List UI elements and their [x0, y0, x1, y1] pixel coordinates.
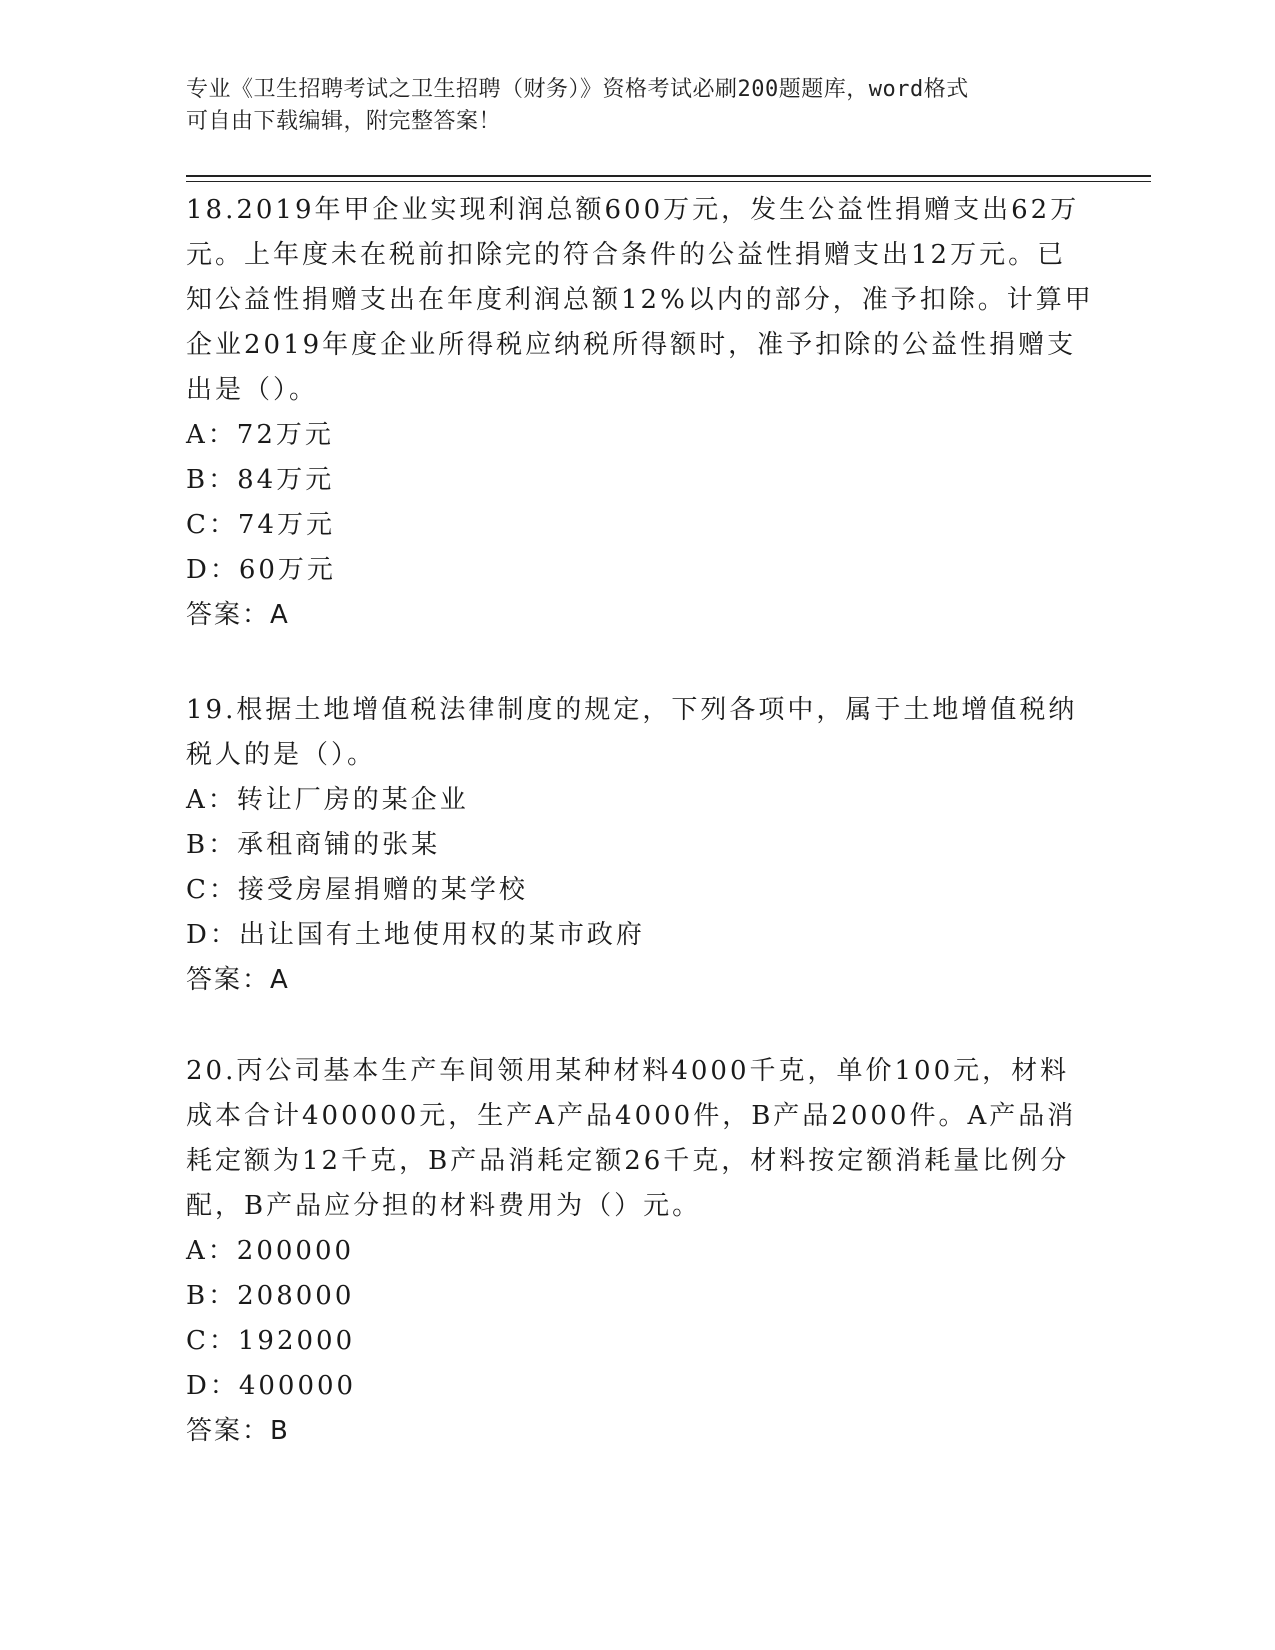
question-stem-line: 耗定额为12千克，B产品消耗定额26千克，材料按定额消耗量比例分: [186, 1146, 1070, 1176]
question-20: [186, 1049, 1077, 1454]
answer-line: 答案：A: [186, 600, 290, 630]
option-a: A：200000: [186, 1236, 355, 1266]
answer-line: 答案：A: [186, 965, 290, 995]
question-18: [186, 188, 1094, 638]
option-c: C：192000: [186, 1326, 356, 1356]
option-c: C：接受房屋捐赠的某学校: [186, 875, 528, 905]
question-stem-line: 税人的是（）。: [186, 740, 377, 770]
question-19: [186, 688, 1078, 1003]
option-b: B：承租商铺的张某: [186, 830, 441, 860]
option-b: B：208000: [186, 1281, 355, 1311]
question-stem-line: 元。上年度未在税前扣除完的符合条件的公益性捐赠支出12万元。已: [186, 240, 1067, 270]
header-line-2: 可自由下载编辑，附完整答案！: [186, 109, 502, 134]
question-stem-line: 19.根据土地增值税法律制度的规定，下列各项中，属于土地增值税纳: [186, 695, 1078, 725]
option-a: A：转让厂房的某企业: [186, 785, 469, 815]
question-stem-line: 配，B产品应分担的材料费用为（）元。: [186, 1191, 702, 1221]
option-d: D：出让国有土地使用权的某市政府: [186, 920, 645, 950]
option-b: B：84万元: [186, 465, 335, 495]
option-a: A：72万元: [186, 420, 334, 450]
question-stem-line: 出是（）。: [186, 375, 319, 405]
document-header: [186, 74, 1066, 138]
question-stem-line: 20.丙公司基本生产车间领用某种材料4000千克，单价100元，材料: [186, 1056, 1070, 1086]
question-stem-line: 18.2019年甲企业实现利润总额600万元，发生公益性捐赠支出62万: [186, 195, 1080, 225]
header-divider-thin: [186, 181, 1151, 182]
header-line-1: 专业《卫生招聘考试之卫生招聘（财务）》资格考试必刷200题题库，word格式: [186, 77, 969, 102]
option-c: C：74万元: [186, 510, 335, 540]
option-d: D：400000: [186, 1371, 357, 1401]
answer-line: 答案：B: [186, 1416, 290, 1446]
question-stem-line: 成本合计400000元，生产A产品4000件，B产品2000件。A产品消: [186, 1101, 1077, 1131]
question-stem-line: 企业2019年度企业所得税应纳税所得额时，准予扣除的公益性捐赠支: [186, 330, 1077, 360]
question-stem-line: 知公益性捐赠支出在年度利润总额12%以内的部分，准予扣除。计算甲: [186, 285, 1094, 315]
header-divider-thick: [186, 175, 1151, 177]
option-d: D：60万元: [186, 555, 336, 585]
